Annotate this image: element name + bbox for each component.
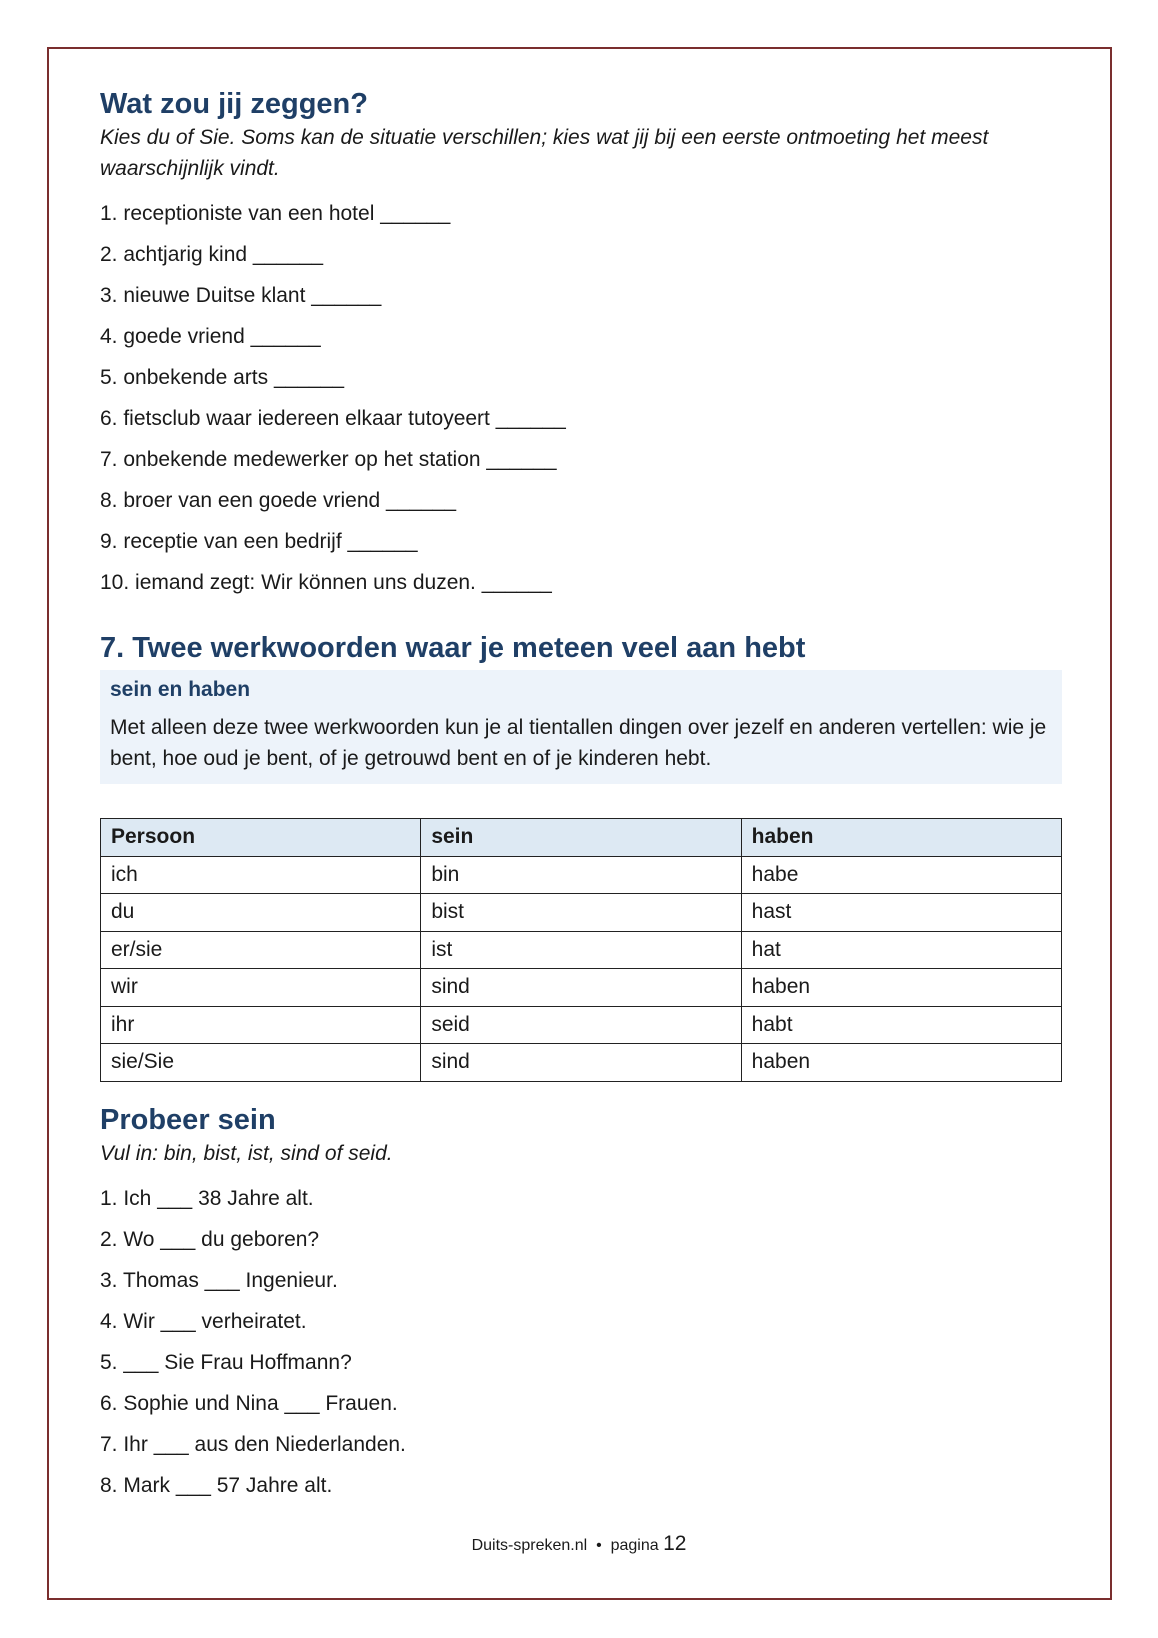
table-header-row [101,819,1062,857]
exercise-item: 4. Wir ___ verheiratet. [100,1309,307,1333]
exercise-item: 2. achtjarig kind ______ [100,243,323,266]
table-row [101,1006,1062,1044]
table-cell: haben [741,1044,1061,1082]
exercise-list [100,193,1062,603]
exercise-item: 6. Sophie und Nina ___ Frauen. [100,1391,398,1415]
table-cell: sie/Sie [101,1044,421,1082]
column-header: Persoon [101,819,421,857]
section-title: Wat zou jij zeggen? [100,88,368,120]
info-box-text: Met alleen deze twee werkwoorden kun je al tientallen dingen over jezelf en anderen vertellen: wie je bent, hoe oud je bent, of je getrouwd bent en of je kinderen hebt. [110,716,1047,770]
table-row [101,931,1062,969]
info-box [100,670,1062,784]
table-row [101,856,1062,894]
table-cell: du [101,894,421,932]
footer-site: Duits-spreken.nl [471,1537,588,1554]
table-cell: ist [421,931,741,969]
footer-separator: • [596,1537,602,1554]
page-content [100,86,1062,1506]
table-cell: haben [741,969,1061,1007]
table-cell: hast [741,894,1061,932]
section-wat-zou-jij-zeggen [100,86,1062,603]
exercise-item: 7. onbekende medewerker op het station ______ [100,448,557,471]
section-title: Probeer sein [100,1103,276,1136]
table-cell: er/sie [101,931,421,969]
exercise-item: 8. Mark ___ 57 Jahre alt. [100,1473,333,1497]
info-box-title: sein en haben [110,678,251,701]
exercise-item: 3. nieuwe Duitse klant ______ [100,284,382,307]
table-row [101,1044,1062,1082]
table-cell: wir [101,969,421,1007]
section-probeer-sein [100,1102,1062,1506]
section-title: 7. Twee werkwoorden waar je meteen veel aan hebt [100,632,806,664]
exercise-item: 3. Thomas ___ Ingenieur. [100,1268,338,1292]
column-header: haben [741,819,1061,857]
table-row [101,894,1062,932]
table-cell: habe [741,856,1061,894]
table-row [101,969,1062,1007]
page-number: 12 [663,1532,687,1555]
exercise-item: 8. broer van een goede vriend ______ [100,489,457,512]
table-cell: sind [421,1044,741,1082]
exercise-item: 9. receptie van een bedrijf ______ [100,530,418,553]
exercise-item: 1. receptioniste van een hotel ______ [100,202,451,225]
exercise-item: 4. goede vriend ______ [100,325,321,348]
exercise-list [100,1178,1062,1506]
table-cell: bin [421,856,741,894]
conjugation-table [100,818,1062,1082]
table-cell: habt [741,1006,1061,1044]
table-cell: sind [421,969,741,1007]
exercise-item: 6. fietsclub waar iedereen elkaar tutoyeert ______ [100,407,566,430]
table-cell: hat [741,931,1061,969]
exercise-item: 5. onbekende arts ______ [100,366,345,389]
section-instruction: Vul in: bin, bist, ist, sind of seid. [100,1141,393,1165]
section-werkwoorden [100,630,1062,1082]
table-cell: bist [421,894,741,932]
section-instruction: Kies du of Sie. Soms kan de situatie verschillen; kies wat jij bij een eerste ontmoeting het meest waarschijnlijk vindt. [100,126,989,180]
table-cell: seid [421,1006,741,1044]
table-cell: ich [101,856,421,894]
footer-page-label: pagina [610,1537,659,1554]
exercise-item: 7. Ihr ___ aus den Niederlanden. [100,1432,406,1456]
exercise-item: 5. ___ Sie Frau Hoffmann? [100,1350,352,1374]
exercise-item: 10. iemand zegt: Wir können uns duzen. ______ [100,571,552,594]
page-footer [0,1530,1158,1560]
exercise-item: 2. Wo ___ du geboren? [100,1227,320,1251]
exercise-item: 1. Ich ___ 38 Jahre alt. [100,1186,314,1210]
column-header: sein [421,819,741,857]
table-cell: ihr [101,1006,421,1044]
